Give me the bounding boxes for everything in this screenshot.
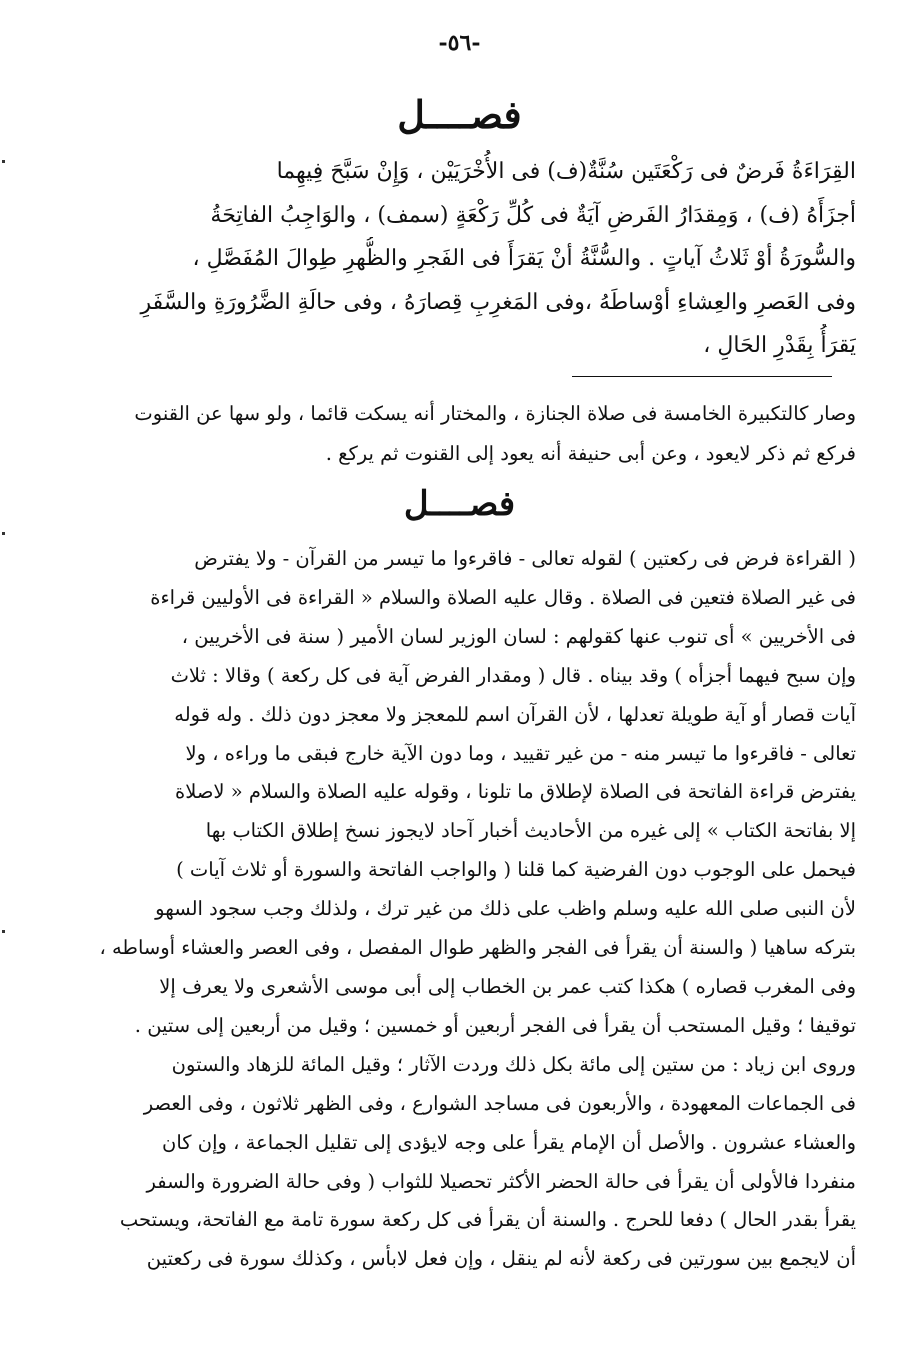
section-heading: فصــــل <box>403 484 516 524</box>
commentary-line: أن لايجمع بين سورتين فى ركعة لأنه لم ينقل ، وإن فعل لابأس ، وكذلك سورة فى ركعتين <box>146 1247 856 1271</box>
matn-line: والسُّورَةُ أوْ ثَلاثُ آياتٍ . والسُّنَّةُ أنْ يَقرَأَ فى الفَجرِ والظُّهرِ طِوالَ المُفَصَّلِ ، <box>192 246 856 272</box>
commentary-line: فى الأخريين » أى تنوب عنها كقولهم : لسان الوزير لسان الأمير ( سنة فى الأخريين ، <box>181 624 856 648</box>
scan-edge-mark <box>2 160 5 163</box>
commentary-line: فركع ثم ذكر لايعود ، وعن أبى حنيفة أنه يعود إلى القنوت ثم يركع . <box>325 442 856 465</box>
commentary-line: آيات قصار أو آية طويلة تعدلها ، لأن القرآن اسم للمعجز ولا معجز دون ذلك . وله قوله <box>174 702 856 726</box>
commentary-line: وروى ابن زياد : من ستين إلى مائة بكل ذلك وردت الآثار ؛ وقيل المائة للزهاد والستون <box>171 1052 856 1076</box>
commentary-line: وصار كالتكبيرة الخامسة فى صلاة الجنازة ، والمختار أنه يسكت قائما ، ولو سها عن القنوت <box>134 402 856 425</box>
commentary-line: والعشاء عشرون . والأصل أن الإمام يقرأ على وجه لايؤدى إلى تقليل الجماعة ، وإن كان <box>162 1130 856 1154</box>
commentary-line: وفى المغرب قصاره ) هكذا كتب عمر بن الخطاب إلى أبى موسى الأشعرى ولا يعرف إلا <box>159 974 856 998</box>
matn-line: أجزَأَهُ (ف) ، وَمِقدَارُ الفَرضِ آيَةٌ فى كُلِّ رَكْعَةٍ (سمف) ، والوَاجِبُ الفاتِحَةُ <box>210 202 856 228</box>
commentary-line: فى غير الصلاة فتعين فى الصلاة . وقال عليه الصلاة والسلام « القراءة فى الأوليين قراءة <box>150 585 856 609</box>
commentary-line: منفردا فالأولى أن يقرأ فى حالة الحضر الأكثر تحصيلا للثواب ( وفى حالة الضرورة والسفر <box>146 1169 856 1193</box>
scan-edge-mark <box>2 930 5 933</box>
commentary-line: لأن النبى صلى الله عليه وسلم واظب على ذلك من غير ترك ، ولذلك وجب سجود السهو <box>155 897 856 921</box>
commentary-line: بتركه ساهيا ( والسنة أن يقرأ فى الفجر والظهر طوال المفصل ، وفى العصر والعشاء أوساطه ، <box>99 936 856 960</box>
matn-line: وفى العَصرِ والعِشاءِ أوْساطَهُ ،وفى المَغرِبِ قِصارَهُ ، وفى حالَةِ الضَّرُورَةِ والسَّفَرِ <box>140 289 856 315</box>
scan-edge-mark <box>2 532 5 535</box>
page-number: -٥٦- <box>438 30 481 56</box>
commentary-line: وإن سبح فيهما أجزأه ) وقد بيناه . قال ( ومقدار الفرض آية فى كل ركعة ) وقالا : ثلاث <box>170 663 856 687</box>
matn-line: يَقرَأُ بِقَدْرِ الحَالِ ، <box>703 333 856 359</box>
commentary-line: تعالى - فاقرءوا ما تيسر منه - من غير تقييد ، وما دون الآية خارج فبقى ما وراءه ، ولا <box>185 741 856 765</box>
carried-over-commentary <box>64 394 856 474</box>
matn-line: القِرَاءَةُ فَرضٌ فى رَكْعَتَين سُنَّةٌ(ف) فى الأُخْرَيَيْن ، وَإِنْ سَبَّحَ فِيهِما <box>276 159 856 184</box>
commentary-line: توقيفا ؛ وقيل المستحب أن يقرأ فى الفجر أربعين أو خمسين ؛ وقيل من أربعين إلى ستين . <box>134 1013 856 1037</box>
commentary-line: فيحمل على الوجوب دون الفرضية كما قلنا ( والواجب الفاتحة والسورة أو ثلاث آيات ) <box>176 858 856 882</box>
commentary-line: إلا بفاتحة الكتاب » إلى غيره من الأحاديث أخبار آحاد لايجوز نسخ إطلاق الكتاب بها <box>205 819 856 843</box>
commentary-line: ( القراءة فرض فى ركعتين ) لقوله تعالى - فاقرءوا ما تيسر من القرآن - ولا يفترض <box>194 547 856 570</box>
matn-text <box>64 150 856 368</box>
section-heading: فصــــل <box>397 92 522 137</box>
commentary-text <box>64 540 856 1279</box>
commentary-line: يقرأ بقدر الحال ) دفعا للحرج . والسنة أن يقرأ فى كل ركعة سورة تامة مع الفاتحة، ويستحب <box>119 1208 856 1232</box>
commentary-line: فى الجماعات المعهودة ، والأربعون فى مساجد الشوارع ، وفى الظهر ثلاثون ، وفى العصر <box>143 1091 856 1115</box>
commentary-line: يفترض قراءة الفاتحة فى الصلاة لإطلاق ما تلونا ، وقوله عليه الصلاة والسلام « لاصلاة <box>174 780 856 804</box>
divider-rule <box>572 376 832 377</box>
